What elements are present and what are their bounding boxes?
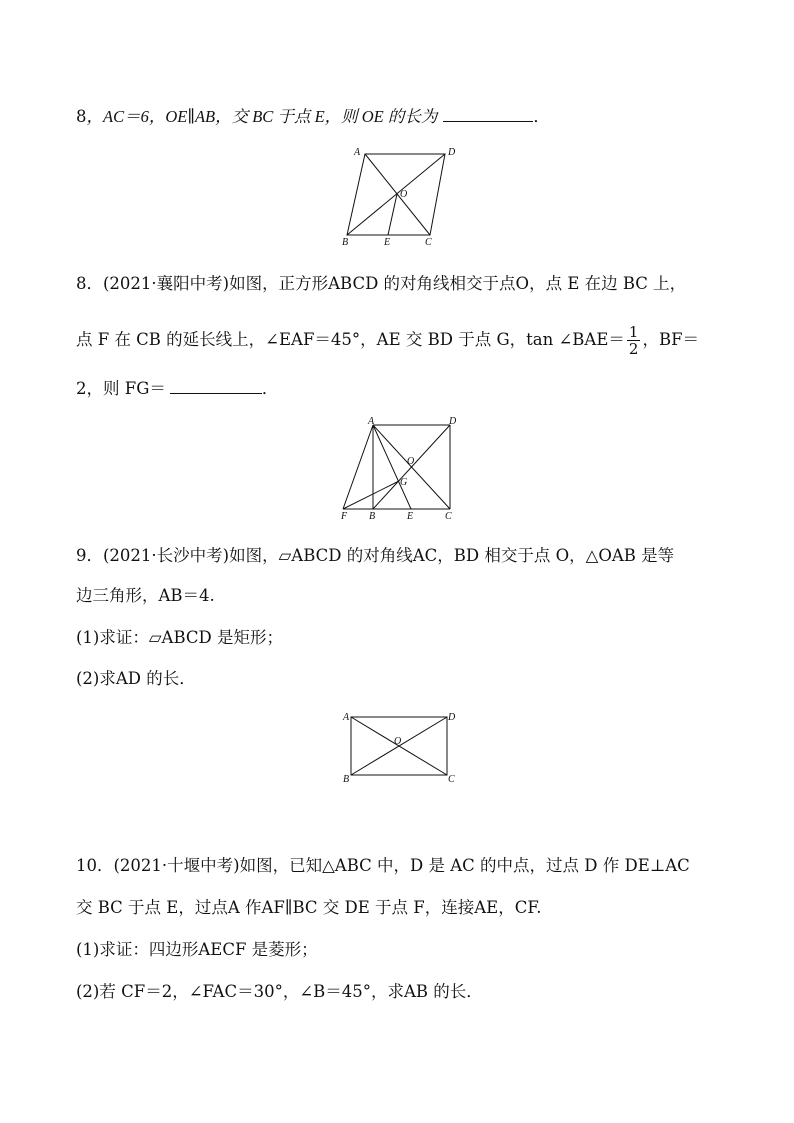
question-10-part1: (1)求证：四边形AECF 是菱形；	[76, 940, 318, 959]
segment-ae	[373, 425, 411, 509]
label-G: G	[400, 477, 408, 488]
question-8b-text3: 2，则 FG＝	[76, 379, 166, 398]
fraction-one-half	[627, 324, 641, 357]
label-B: B	[369, 511, 376, 522]
question-9-line2: 边三角形，AB＝4.	[76, 586, 215, 605]
label-F: F	[341, 511, 348, 522]
question-8a-text: ，AC＝6，OE∥AB，交 BC 于点 E，则 OE 的长为	[86, 107, 438, 126]
question-10-part2: (2)若 CF＝2，∠FAC＝30°，∠B＝45°，求AB 的长．	[76, 982, 483, 1001]
label-O: O	[400, 189, 408, 200]
label-O: O	[407, 456, 415, 467]
label-E: E	[407, 511, 414, 522]
label-C: C	[448, 774, 455, 785]
question-8a-number: 8	[76, 107, 87, 126]
question-8a	[76, 106, 550, 128]
label-A: A	[368, 416, 375, 427]
figure-parallelogram	[335, 144, 465, 248]
label-D: D	[449, 416, 457, 427]
question-9-part2: (2)求AD 的长．	[76, 669, 196, 688]
fraction-denominator: 2	[628, 340, 639, 358]
question-8a-end: ．	[533, 107, 550, 126]
label-E: E	[384, 237, 391, 248]
figure-rectangle	[335, 706, 465, 790]
figure-square	[335, 414, 465, 522]
answer-blank-fg[interactable]	[170, 379, 262, 394]
question-8b-number: 8	[76, 274, 87, 293]
label-A: A	[354, 147, 361, 158]
answer-blank[interactable]	[443, 107, 533, 122]
label-D: D	[448, 712, 456, 723]
question-8b-text2-post: ，BF＝	[642, 330, 700, 349]
question-8b-end: ．	[261, 379, 279, 398]
diagonal-ac	[365, 154, 430, 235]
question-8b-line2	[76, 324, 699, 357]
question-10-line2: 交 BC 于点 E，过点A 作AF∥BC 交 DE 于点 F，连接AE，CF.	[76, 898, 542, 917]
question-8b-line3	[76, 378, 278, 400]
question-8b-text2: 点 F 在 CB 的延长线上，∠EAF＝45°，AE 交 BD 于点 G，tan ∠BAE＝	[76, 330, 625, 349]
label-O: O	[394, 736, 402, 747]
diagonal-bd	[347, 154, 445, 235]
label-D: D	[448, 147, 456, 158]
label-C: C	[425, 237, 432, 248]
fraction-numerator: 1	[628, 323, 639, 341]
label-B: B	[342, 237, 349, 248]
question-8b-line1	[76, 273, 686, 295]
label-B: B	[343, 774, 350, 785]
question-10-line1: 10．(2021·十堰中考)如图，已知△ABC 中，D 是 AC 的中点，过点 D 作 DE⊥AC	[76, 856, 690, 875]
question-9-line1: 9．(2021·长沙中考)如图，▱ABCD 的对角线AC，BD 相交于点 O，△OAB 是等	[76, 546, 675, 565]
label-C: C	[445, 511, 452, 522]
label-A: A	[343, 712, 350, 723]
question-8b-text1: ．(2021·襄阳中考)如图，正方形ABCD 的对角线相交于点O，点 E 在边 BC 上，	[86, 274, 687, 293]
question-9-part1: (1)求证：▱ABCD 是矩形；	[76, 628, 284, 647]
